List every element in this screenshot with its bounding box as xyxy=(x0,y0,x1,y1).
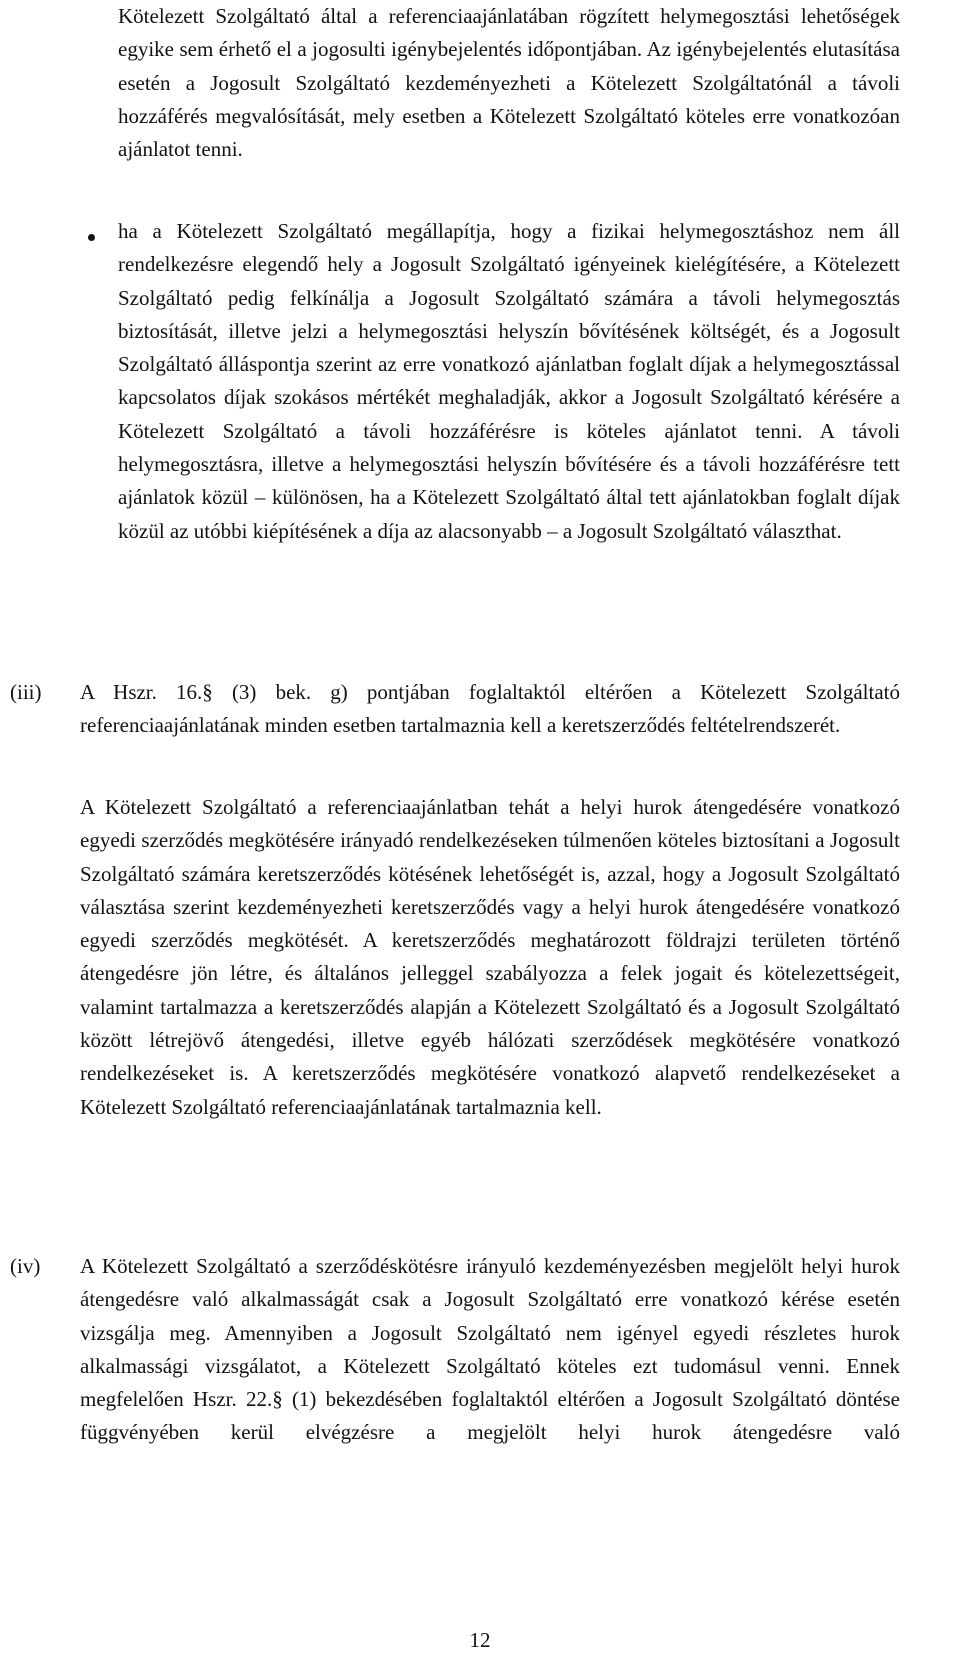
item-iv-text: A Kötelezett Szolgáltató a szerződéskötésre irányuló kezdeményezésben megjelölt helyi hurok átengedésre való alkalmasságát csak a Jogosult Szolgáltató erre vonatkozó kérése esetén vizsgálja meg. Amennyiben a Jogosult Szolgáltató nem igényel egyedi részletes hurok alkalmassági vizsgálatot, a Kötelezett Szolgáltató köteles ezt tudomásul venni. Ennek megfelelően Hszr. 22.§ (1) bekezdésében foglaltaktól eltérően a Jogosult Szolgáltató döntése függvényében kerül elvégzésre a megjelölt helyi hurok átengedésre való xyxy=(80,1254,900,1445)
page-number: 12 xyxy=(469,1628,491,1652)
intro-paragraph: Kötelezett Szolgáltató által a referenciaajánlatában rögzített helymegosztási lehetőségek egyike sem érhető el a jogosulti igénybejelentés időpontjában. Az igénybejelentés elutasítása esetén a Jogosult Szolgáltató kezdeményezheti a Kötelezett Szolgáltatónál a távoli hozzáférés megvalósítását, mely esetben a Kötelezett Szolgáltató köteles erre vonatkozóan ajánlatot tenni. xyxy=(118,4,900,162)
bullet-icon xyxy=(88,234,95,241)
item-iii-continuation: A Kötelezett Szolgáltató a referenciaajánlatban tehát a helyi hurok átengedésére vonatkozó egyedi szerződés megkötésére irányadó rendelkezéseken túlmenően köteles biztosítani a Jogosult Szolgáltató számára keretszerződés kötésének lehetőségét is, azzal, hogy a Jogosult Szolgáltató választása szerint kezdeményezheti keretszerződés vagy a helyi hurok átengedésére vonatkozó egyedi szerződés megkötését. A keretszerződés meghatározott földrajzi területen történő átengedésre jön létre, és általános jelleggel szabályozza a felek jogait és kötelezettségeit, valamint tartalmazza a keretszerződés alapján a Kötelezett Szolgáltató és a Jogosult Szolgáltató között létrejövő átengedési, illetve egyéb hálózati szerződések megkötésére vonatkozó rendelkezéseket is. A keretszerződés megkötésére vonatkozó alapvető rendelkezéseket a Kötelezett Szolgáltató referenciaajánlatának tartalmaznia kell. xyxy=(80,795,900,1119)
bullet-paragraph: ha a Kötelezett Szolgáltató megállapítja, hogy a fizikai helymegosztáshoz nem áll rendelkezésre elegendő hely a Jogosult Szolgáltató igényeinek kielégítésére, a Kötelezett Szolgáltató pedig felkínálja a Jogosult Szolgáltató számára a távoli helymegosztás biztosítását, illetve jelzi a helymegosztási helyszín bővítésének költségét, és a Jogosult Szolgáltató álláspontja szerint az erre vonatkozó ajánlatban foglalt díjak a helymegosztással kapcsolatos díjak szokásos mértékét meghaladják, akkor a Jogosult Szolgáltató kérésére a Kötelezett Szolgáltató a távoli hozzáférésre is köteles ajánlatot tenni. A távoli helymegosztásra, illetve a helymegosztási helyszín bővítésére és a távoli hozzáférésre tett ajánlatok közül – különösen, ha a Kötelezett Szolgáltató által tett ajánlatokban foglalt díjak közül az utóbbi kiépítésének a díja az alacsonyabb – a Jogosult Szolgáltató választhat. xyxy=(118,219,900,543)
item-iii-text: A Hszr. 16.§ (3) bek. g) pontjában foglaltaktól eltérően a Kötelezett Szolgáltató referenciaajánlatának minden esetben tartalmaznia kell a keretszerződés feltételrendszerét. xyxy=(80,680,900,738)
item-iv-marker: (iv) xyxy=(10,1254,41,1278)
item-iii-marker: (iii) xyxy=(10,680,42,704)
